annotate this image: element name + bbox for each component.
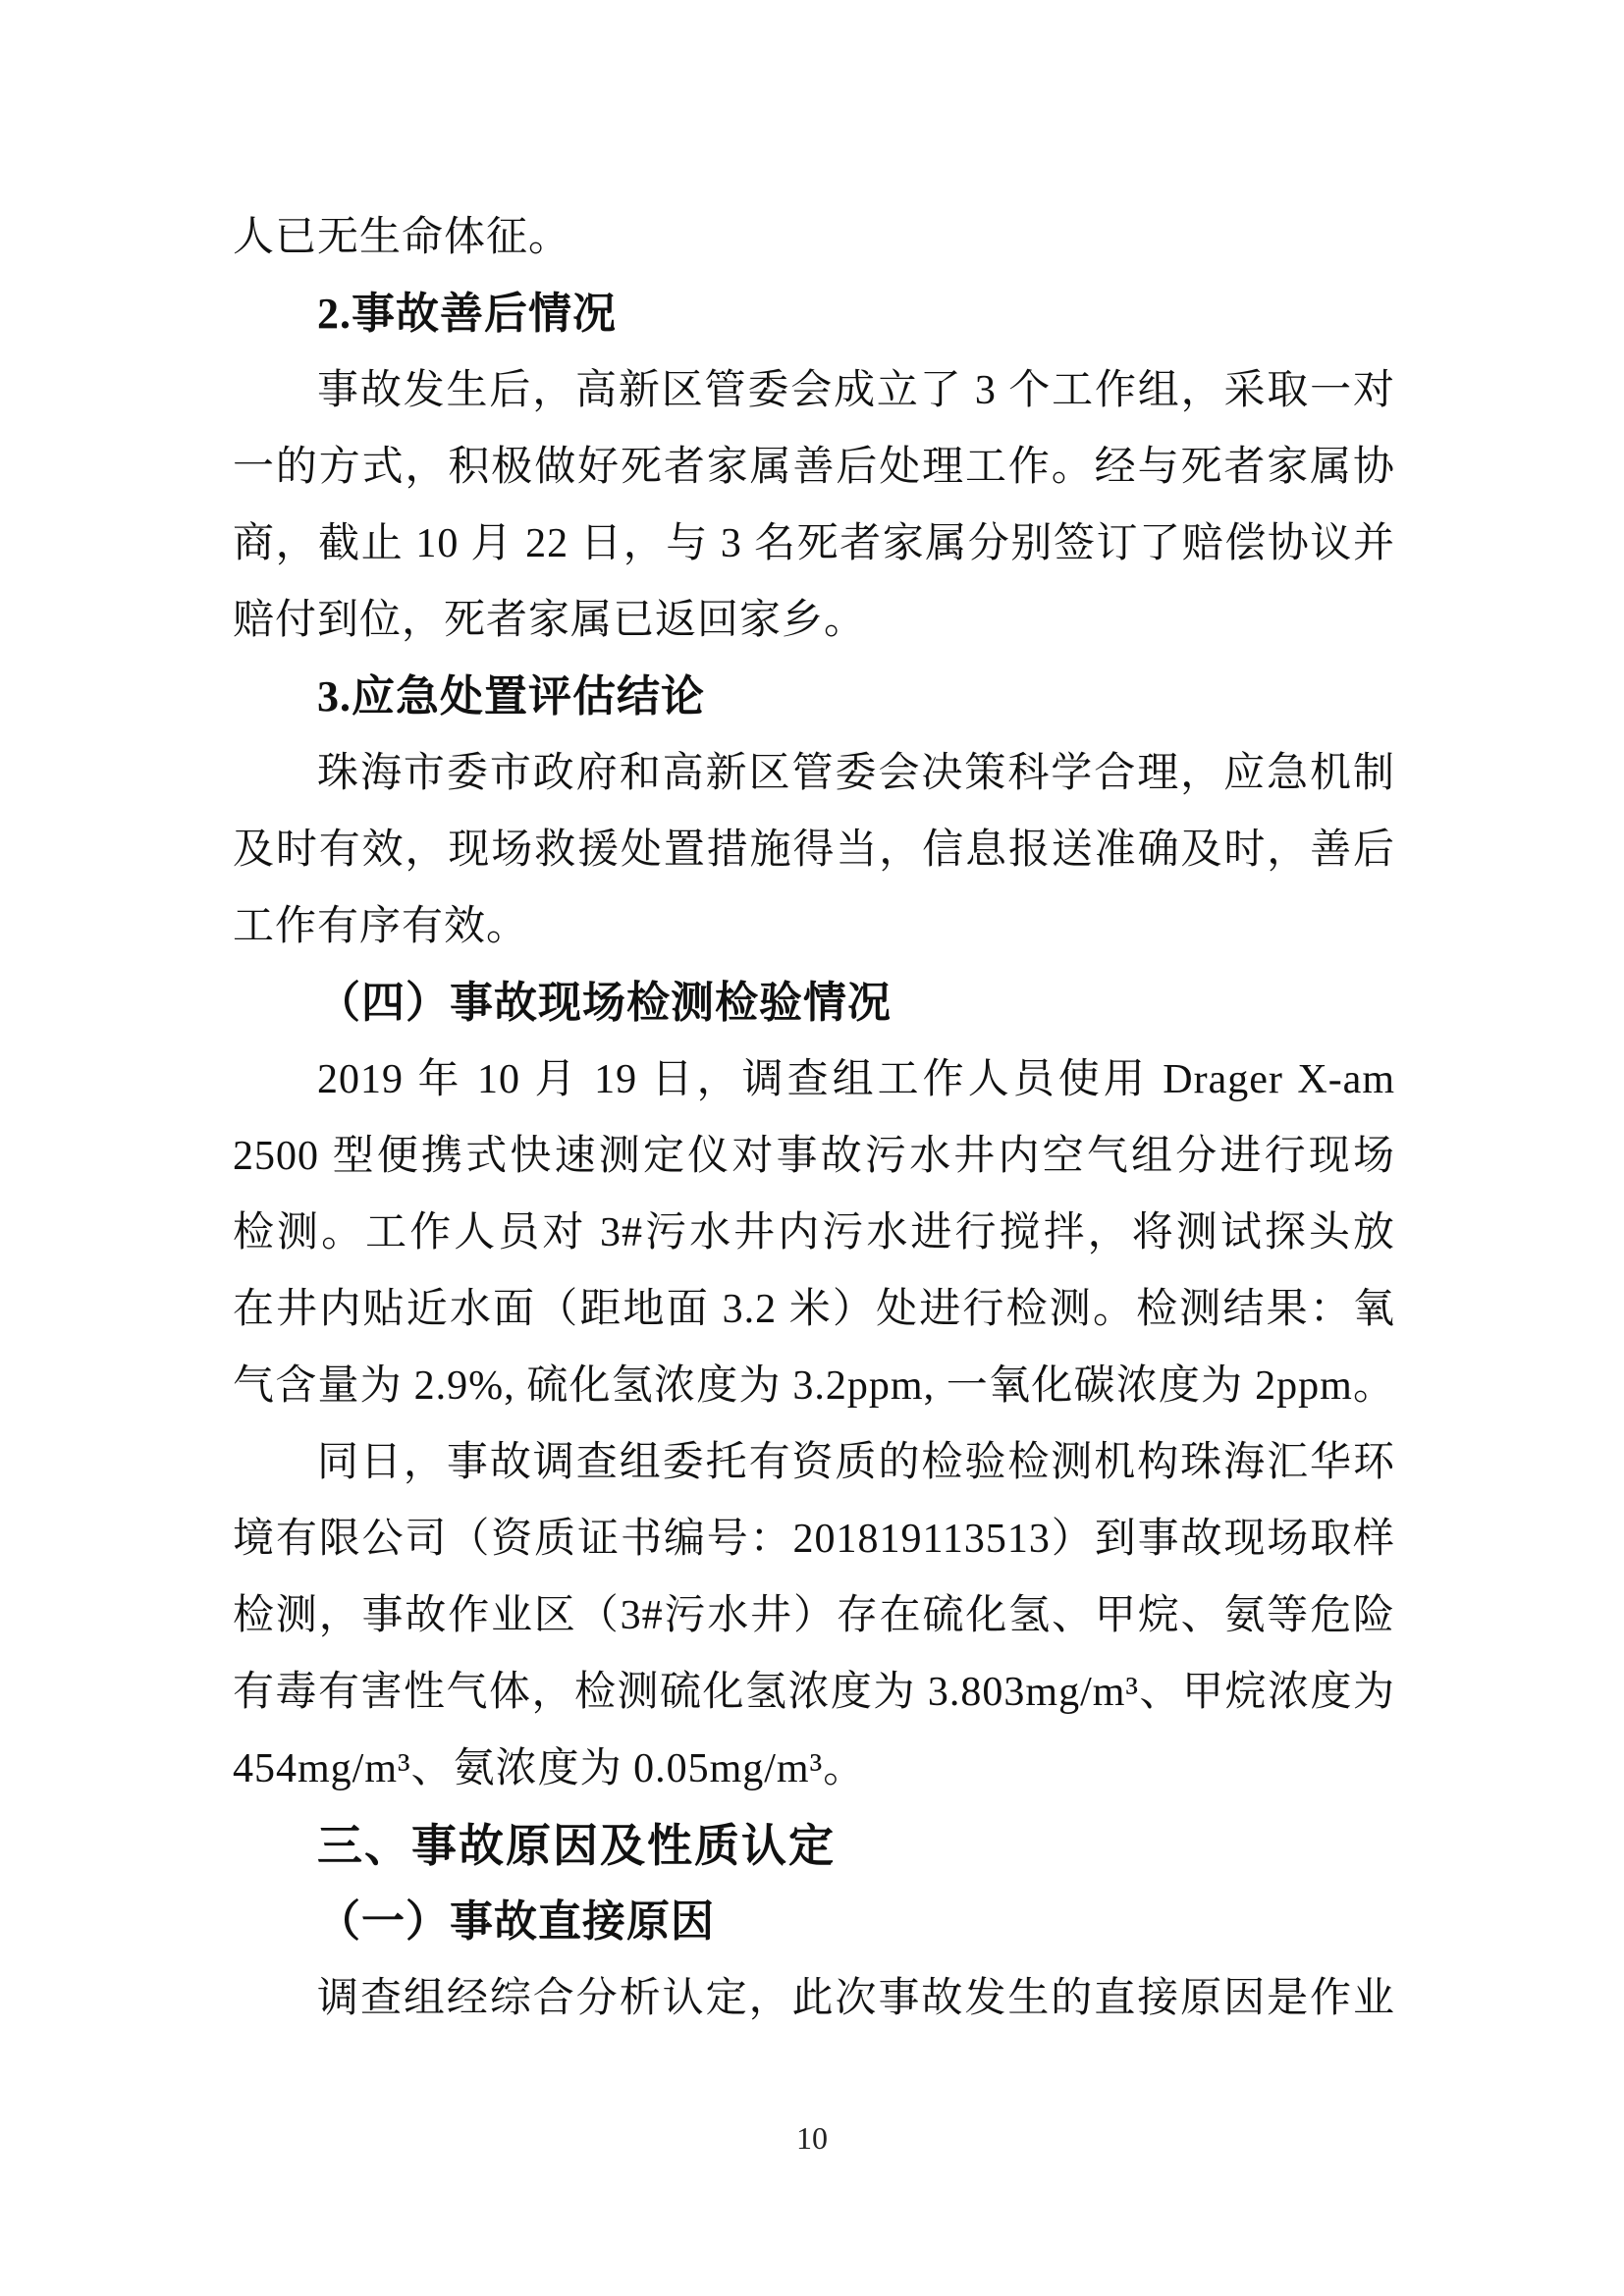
paragraph-line: 商，截止 10 月 22 日，与 3 名死者家属分别签订了赔偿协议并	[233, 521, 1395, 566]
paragraph-line: 检测。工作人员对 3#污水井内污水进行搅拌，将测试探头放	[233, 1210, 1395, 1255]
subheading-direct-cause: （一）事故直接原因	[317, 1897, 715, 1946]
paragraph-line: 人已无生命体征。	[233, 215, 571, 260]
paragraph-line: 工作有序有效。	[233, 904, 529, 949]
paragraph-line: 调查组经综合分析认定，此次事故发生的直接原因是作业	[317, 1976, 1395, 2021]
paragraph-line: 一的方式，积极做好死者家属善后处理工作。经与死者家属协	[233, 445, 1395, 490]
paragraph-line: 同日，事故调查组委托有资质的检验检测机构珠海汇华环	[317, 1440, 1395, 1485]
paragraph-line: 赔付到位，死者家属已返回家乡。	[233, 598, 867, 643]
paragraph-line: 境有限公司（资质证书编号：201819113513）到事故现场取样	[233, 1517, 1395, 1562]
paragraph-line: 事故发生后，高新区管委会成立了 3 个工作组，采取一对	[317, 368, 1395, 413]
subheading-aftermath: 2.事故善后情况	[317, 290, 617, 338]
page-number: 10	[796, 2120, 828, 2156]
paragraph-line: 检测，事故作业区（3#污水井）存在硫化氢、甲烷、氨等危险	[233, 1593, 1395, 1638]
paragraph-line: 珠海市委市政府和高新区管委会决策科学合理，应急机制	[317, 751, 1395, 796]
paragraph-line: 454mg/m³、氨浓度为 0.05mg/m³。	[233, 1746, 866, 1791]
paragraph-line: 2500 型便携式快速测定仪对事故污水井内空气组分进行现场	[233, 1134, 1395, 1179]
paragraph-line: 有毒有害性气体，检测硫化氢浓度为 3.803mg/m³、甲烷浓度为	[233, 1670, 1395, 1715]
heading-cause-and-nature: 三、事故原因及性质认定	[317, 1820, 836, 1871]
subheading-scene-inspection: （四）事故现场检测检验情况	[317, 979, 892, 1027]
paragraph-line: 2019 年 10 月 19 日，调查组工作人员使用 Drager X-am	[317, 1057, 1395, 1102]
paragraph-line: 及时有效，现场救援处置措施得当，信息报送准确及时，善后	[233, 828, 1395, 873]
page-text-block	[233, 199, 1395, 2037]
subheading-emergency-evaluation: 3.应急处置评估结论	[317, 672, 705, 721]
paragraph-line: 在井内贴近水面（距地面 3.2 米）处进行检测。检测结果：氧	[233, 1287, 1395, 1332]
paragraph-line: 气含量为 2.9%, 硫化氢浓度为 3.2ppm, 一氧化碳浓度为 2ppm。	[233, 1363, 1395, 1409]
